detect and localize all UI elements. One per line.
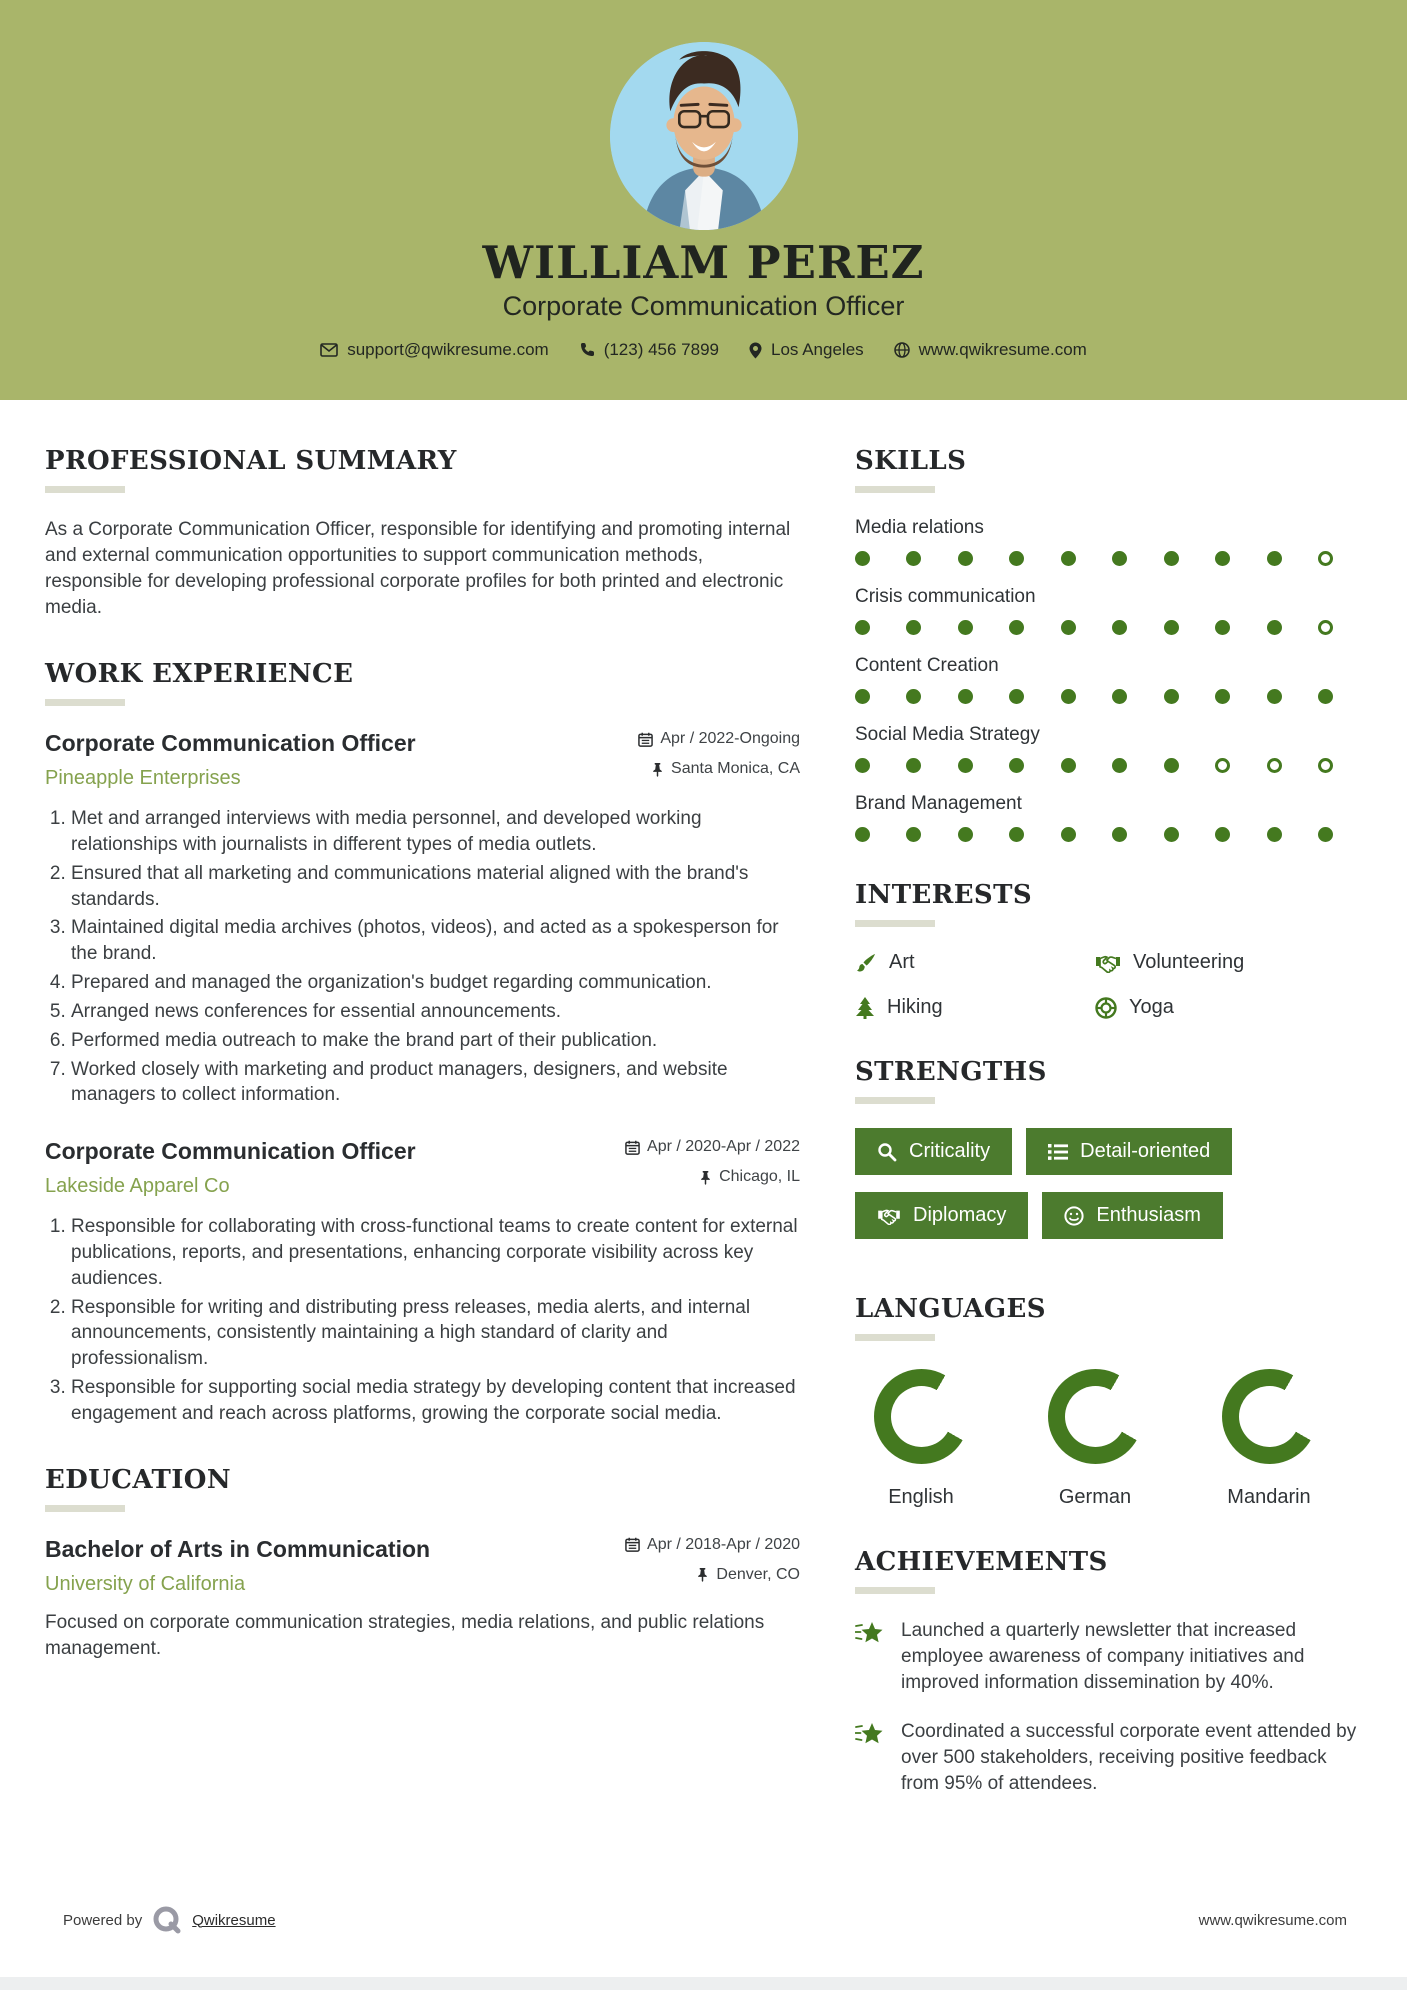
skill-name: Brand Management xyxy=(855,793,1022,814)
education-description: Focused on corporate communication strategies, media relations, and public relations management. xyxy=(45,1611,765,1659)
skill-item xyxy=(855,586,1362,635)
section-achievements xyxy=(855,1547,1362,1797)
footer xyxy=(63,1905,1347,1935)
contact-website-text: www.qwikresume.com xyxy=(918,340,1087,359)
interest-item xyxy=(855,951,1095,974)
skill-dot xyxy=(1112,620,1127,635)
job-location: Chicago, IL xyxy=(719,1168,800,1186)
skill-dot xyxy=(1061,758,1076,773)
location-icon xyxy=(749,342,762,359)
magnifier-icon xyxy=(877,1142,897,1162)
skill-name: Crisis communication xyxy=(855,586,1036,607)
skill-rating-dots xyxy=(855,551,1333,566)
skill-dot xyxy=(855,689,870,704)
person-title: Corporate Communication Officer xyxy=(502,291,905,321)
skill-dot xyxy=(1267,551,1282,566)
list-icon xyxy=(1048,1143,1068,1161)
calendar-icon xyxy=(625,1537,640,1552)
handshake-icon xyxy=(877,1207,901,1225)
skill-dot xyxy=(958,758,973,773)
skill-dot xyxy=(1164,758,1179,773)
job-bullet: 1. Responsible for collaborating with cross-functional teams to create content for external publications, reports, and presentations, enhancing corporate visibility across key audiences. xyxy=(71,1214,800,1291)
skill-rating-dots xyxy=(855,689,1333,704)
language-progress-ring xyxy=(1222,1369,1317,1464)
section-education xyxy=(45,1465,800,1662)
job-meta xyxy=(570,730,800,790)
section-summary xyxy=(45,446,800,621)
contact-location xyxy=(749,340,864,360)
skill-item xyxy=(855,655,1362,704)
calendar-icon xyxy=(638,732,653,747)
interests-heading: INTERESTS xyxy=(855,880,1033,910)
skill-dot xyxy=(1061,551,1076,566)
pushpin-icon xyxy=(651,762,664,777)
job-bullet-list xyxy=(45,1214,800,1427)
interest-label: Art xyxy=(889,951,915,973)
skill-dot xyxy=(906,827,921,842)
skill-dot xyxy=(855,551,870,566)
interest-label: Yoga xyxy=(1129,996,1174,1018)
skill-item xyxy=(855,793,1362,842)
job-entry xyxy=(45,1138,800,1427)
skill-dot xyxy=(1112,827,1127,842)
language-item xyxy=(1209,1369,1329,1509)
skill-item xyxy=(855,517,1362,566)
skill-rating-dots xyxy=(855,827,1333,842)
heading-underline xyxy=(45,486,125,493)
summary-heading: PROFESSIONAL SUMMARY xyxy=(45,446,457,476)
interest-item xyxy=(855,996,1095,1019)
skill-dot xyxy=(906,689,921,704)
section-skills xyxy=(855,446,1362,842)
achievement-text: Launched a quarterly newsletter that increased employee awareness of company initiatives and improved information dissemination by 40%. xyxy=(901,1620,1305,1694)
skill-dot xyxy=(855,758,870,773)
skill-dot xyxy=(1318,551,1333,566)
heading-underline xyxy=(855,1587,935,1594)
skill-dot xyxy=(906,551,921,566)
skill-dot xyxy=(958,620,973,635)
star-icon xyxy=(855,1620,885,1646)
skill-dot xyxy=(1009,758,1024,773)
skill-dot xyxy=(1061,827,1076,842)
strength-label: Criticality xyxy=(909,1140,991,1162)
skill-dot xyxy=(1164,551,1179,566)
skill-dot xyxy=(1318,827,1333,842)
job-bullet: 2. Responsible for writing and distributing press releases, media alerts, and internal announcements, consistently maintaining a high standard of clarity and professionalism. xyxy=(71,1295,800,1372)
skill-rating-dots xyxy=(855,758,1333,773)
pushpin-icon xyxy=(696,1567,709,1582)
skill-dot xyxy=(1112,758,1127,773)
footer-site-url: www.qwikresume.com xyxy=(1198,1911,1347,1929)
avatar-illustration xyxy=(610,42,798,230)
job-location: Santa Monica, CA xyxy=(671,760,800,778)
job-bullet: 4. Prepared and managed the organization's budget regarding communication. xyxy=(71,970,800,996)
skills-heading: SKILLS xyxy=(855,446,967,476)
person-name: WILLIAM PEREZ xyxy=(482,236,925,289)
job-bullet: 5. Arranged news conferences for essential announcements. xyxy=(71,999,800,1025)
achievement-text: Coordinated a successful corporate event attended by over 500 stakeholders, receiving positive feedback from 95% of attendees. xyxy=(901,1720,1357,1795)
heading-underline xyxy=(855,486,935,493)
skill-rating-dots xyxy=(855,620,1333,635)
job-bullet: 2. Ensured that all marketing and communications material aligned with the brand's standards. xyxy=(71,861,800,913)
contact-email-text: support@qwikresume.com xyxy=(347,340,549,359)
job-bullet: 3. Maintained digital media archives (photos, videos), and acted as a spokesperson for the brand. xyxy=(71,915,800,967)
job-meta xyxy=(570,1138,800,1198)
strength-badge-detail-oriented xyxy=(1026,1128,1232,1175)
skill-dot xyxy=(1318,689,1333,704)
section-strengths xyxy=(855,1057,1362,1256)
skill-dot xyxy=(1009,551,1024,566)
school-name: University of California xyxy=(45,1572,246,1595)
skill-name: Media relations xyxy=(855,517,984,538)
skill-dot xyxy=(958,689,973,704)
strength-label: Enthusiasm xyxy=(1096,1204,1201,1226)
heading-underline xyxy=(855,920,935,927)
skill-dot xyxy=(1009,827,1024,842)
calendar-icon xyxy=(625,1140,640,1155)
skill-item xyxy=(855,724,1362,773)
education-meta xyxy=(570,1536,800,1596)
job-bullet: 7. Worked closely with marketing and product managers, designers, and website managers to collect information. xyxy=(71,1057,800,1109)
strength-badge-criticality xyxy=(855,1128,1012,1175)
education-heading: EDUCATION xyxy=(45,1464,232,1495)
skill-dot xyxy=(1061,620,1076,635)
strength-badge-enthusiasm xyxy=(1042,1192,1223,1239)
summary-text: As a Corporate Communication Officer, responsible for identifying and promoting internal and external communication opportunities to support communication methods, responsible for developing professional corporate profiles for both printed and electronic media. xyxy=(45,519,791,619)
section-languages xyxy=(855,1294,1362,1509)
skill-dot xyxy=(1267,620,1282,635)
language-label: Mandarin xyxy=(1227,1486,1311,1508)
contact-phone xyxy=(579,340,719,360)
language-progress-ring xyxy=(874,1369,969,1464)
right-column xyxy=(855,446,1362,1835)
powered-by-label: Powered by xyxy=(63,1911,143,1929)
page-bottom-strip xyxy=(0,1977,1407,1990)
skill-dot xyxy=(1112,551,1127,566)
section-experience xyxy=(45,659,800,1427)
strengths-heading: STRENGTHS xyxy=(855,1057,1047,1087)
degree-title: Bachelor of Arts in Communication xyxy=(45,1535,431,1562)
job-title: Corporate Communication Officer xyxy=(45,730,416,757)
skill-dot xyxy=(906,620,921,635)
skill-dot xyxy=(1061,689,1076,704)
contact-website xyxy=(894,340,1087,360)
skill-dot xyxy=(1267,689,1282,704)
section-interests xyxy=(855,880,1362,1019)
skill-dot xyxy=(855,827,870,842)
languages-heading: LANGUAGES xyxy=(855,1294,1046,1324)
job-company: Pineapple Enterprises xyxy=(45,767,241,790)
job-title: Corporate Communication Officer xyxy=(45,1138,416,1165)
skill-dot xyxy=(1215,827,1230,842)
qwikresume-link[interactable]: Qwikresume xyxy=(192,1911,276,1929)
job-bullet-list xyxy=(45,806,800,1108)
phone-icon xyxy=(579,342,595,358)
contact-location-text: Los Angeles xyxy=(771,340,864,359)
yoga-wheel-icon xyxy=(1095,997,1117,1019)
star-icon xyxy=(855,1721,885,1747)
language-item xyxy=(861,1369,981,1509)
skill-dot xyxy=(1318,758,1333,773)
achievement-item xyxy=(855,1618,1362,1697)
header xyxy=(0,0,1407,400)
globe-icon xyxy=(894,342,910,358)
heading-underline xyxy=(855,1334,935,1341)
skill-dot xyxy=(1112,689,1127,704)
skill-dot xyxy=(1215,758,1230,773)
experience-heading: WORK EXPERIENCE xyxy=(45,659,354,690)
job-dates: Apr / 2020-Apr / 2022 xyxy=(647,1138,800,1156)
job-bullet: 6. Performed media outreach to make the brand part of their publication. xyxy=(71,1028,800,1054)
skill-dot xyxy=(855,620,870,635)
skill-dot xyxy=(1164,827,1179,842)
skill-dot xyxy=(1215,689,1230,704)
interest-item xyxy=(1095,996,1335,1019)
smiley-icon xyxy=(1064,1206,1084,1226)
language-label: English xyxy=(888,1486,954,1508)
tree-icon xyxy=(855,997,875,1019)
email-icon xyxy=(320,343,338,357)
job-entry xyxy=(45,730,800,1108)
skill-name: Social Media Strategy xyxy=(855,724,1040,745)
skill-dot xyxy=(1009,620,1024,635)
page-body xyxy=(0,400,1407,1835)
strength-badge-diplomacy xyxy=(855,1192,1028,1239)
skill-name: Content Creation xyxy=(855,655,999,676)
interest-label: Volunteering xyxy=(1133,951,1245,973)
handshake-icon xyxy=(1095,953,1121,973)
achievements-heading: ACHIEVEMENTS xyxy=(855,1547,1108,1577)
job-dates: Apr / 2022-Ongoing xyxy=(660,730,800,748)
contact-row xyxy=(0,340,1407,360)
language-progress-ring xyxy=(1048,1369,1143,1464)
skill-dot xyxy=(1009,689,1024,704)
heading-underline xyxy=(45,1505,125,1512)
paintbrush-icon xyxy=(855,952,877,974)
achievement-item xyxy=(855,1719,1362,1798)
job-company: Lakeside Apparel Co xyxy=(45,1175,230,1198)
skill-dot xyxy=(1318,620,1333,635)
skill-dot xyxy=(1164,620,1179,635)
skill-dot xyxy=(958,827,973,842)
contact-phone-text: (123) 456 7899 xyxy=(603,340,720,359)
skill-dot xyxy=(1215,620,1230,635)
skill-dot xyxy=(1267,827,1282,842)
language-label: German xyxy=(1058,1486,1132,1508)
job-bullet: 1. Met and arranged interviews with media personnel, and developed working relationships with journalists in different types of media outlets. xyxy=(71,806,800,858)
heading-underline xyxy=(855,1097,935,1104)
profile-photo xyxy=(610,42,798,230)
heading-underline xyxy=(45,699,125,706)
skill-dot xyxy=(958,551,973,566)
interest-item xyxy=(1095,951,1335,974)
language-item xyxy=(1035,1369,1155,1509)
skill-dot xyxy=(906,758,921,773)
pushpin-icon xyxy=(699,1170,712,1185)
strength-label: Detail-oriented xyxy=(1080,1140,1211,1162)
contact-email xyxy=(320,340,549,360)
left-column xyxy=(45,446,800,1835)
skill-dot xyxy=(1267,758,1282,773)
qwikresume-logo xyxy=(152,1905,182,1935)
skill-dot xyxy=(1164,689,1179,704)
strength-label: Diplomacy xyxy=(913,1204,1007,1226)
education-location: Denver, CO xyxy=(716,1565,800,1583)
skill-dot xyxy=(1215,551,1230,566)
education-dates: Apr / 2018-Apr / 2020 xyxy=(647,1535,800,1553)
job-bullet: 3. Responsible for supporting social media strategy by developing content that increased engagement and reach across platforms, growing the corporate social media. xyxy=(71,1375,800,1427)
interest-label: Hiking xyxy=(887,996,943,1018)
